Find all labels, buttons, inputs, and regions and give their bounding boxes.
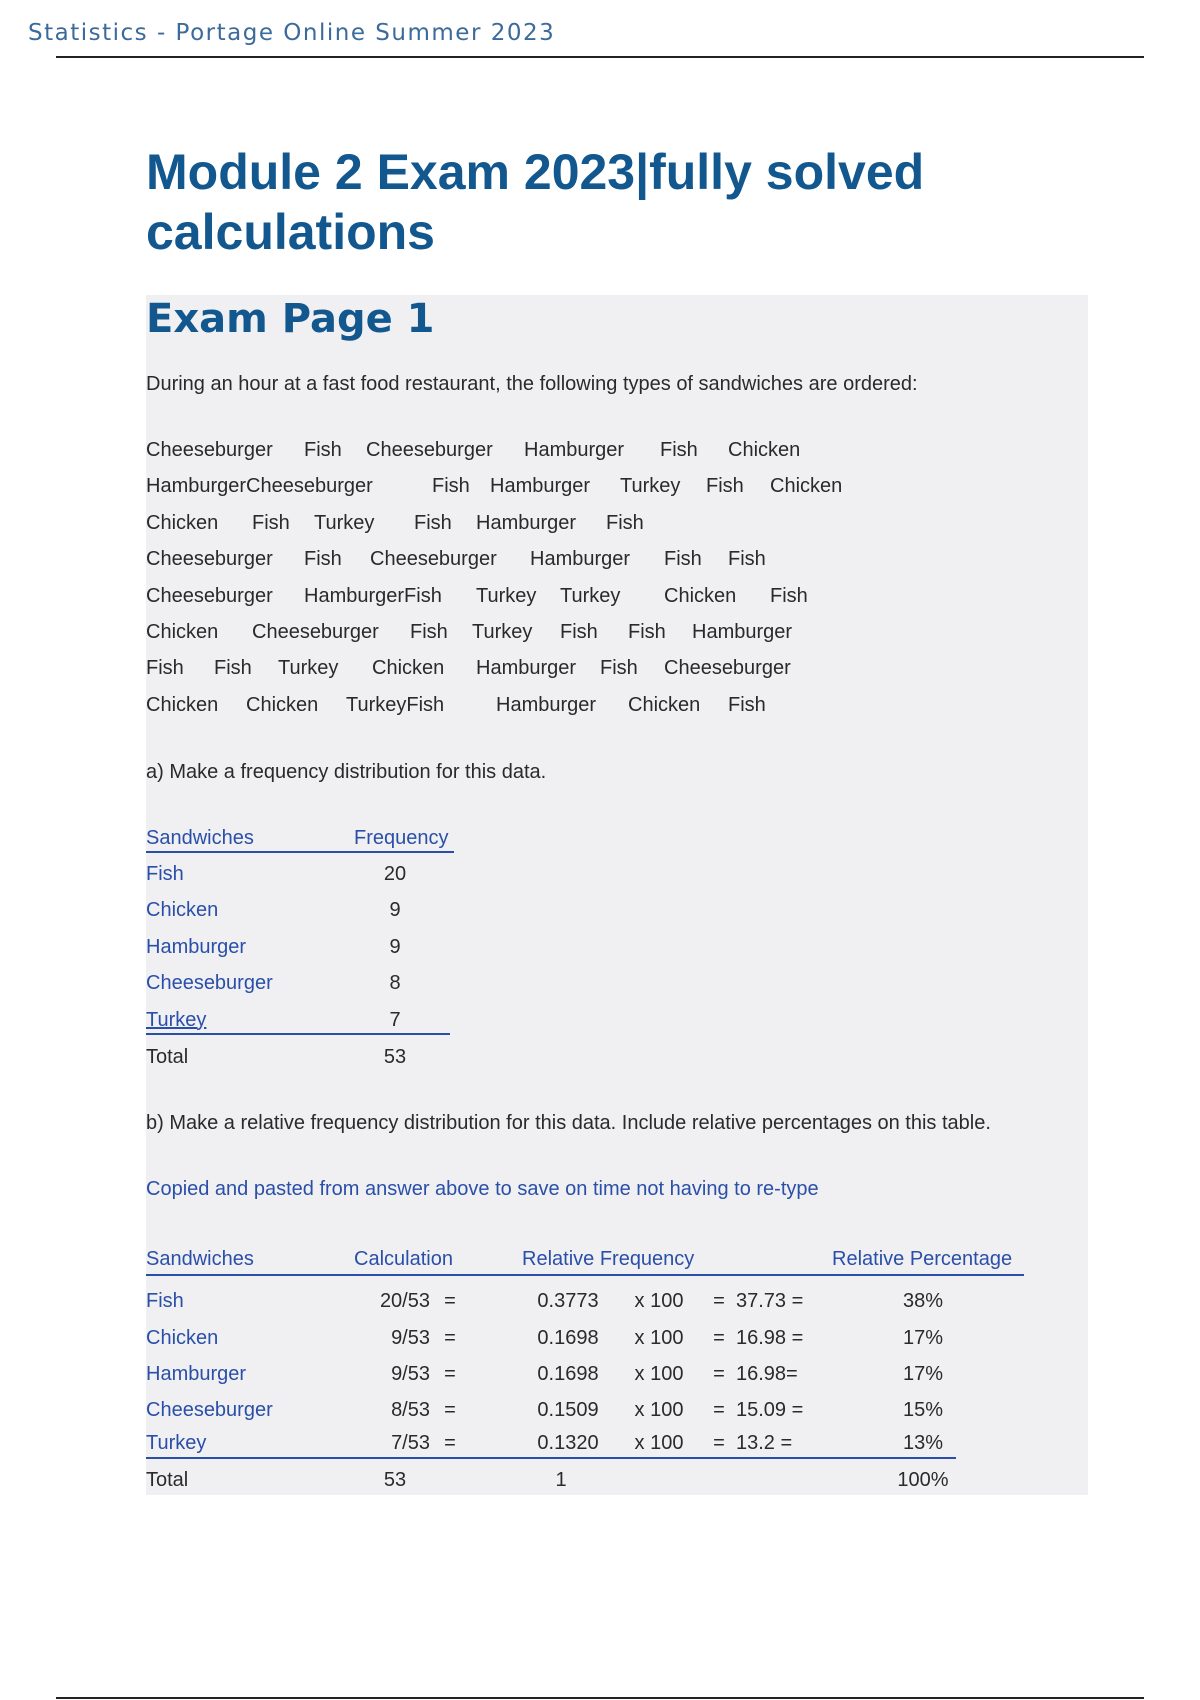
rel-header-rule bbox=[146, 1274, 1024, 1276]
rel-row-equals-2: = bbox=[713, 1290, 725, 1312]
rel-total-count: 53 bbox=[383, 1469, 407, 1491]
rel-row-calculation: 9/53 bbox=[391, 1327, 430, 1349]
order-item: Turkey bbox=[278, 657, 339, 680]
rel-row-equals: = bbox=[444, 1399, 456, 1421]
order-item: Turkey bbox=[314, 511, 375, 534]
freq-row-value: 20 bbox=[383, 863, 407, 885]
order-item: Fish bbox=[628, 621, 666, 643]
rel-row-label: Chicken bbox=[146, 1327, 219, 1349]
order-item: Cheeseburger bbox=[252, 621, 379, 643]
freq-row-label: Cheeseburger bbox=[146, 972, 273, 995]
freq-row-value: 9 bbox=[389, 935, 401, 958]
rel-total-percentage: 100% bbox=[897, 1469, 949, 1491]
rel-row-frequency: 0.1509 bbox=[537, 1399, 599, 1421]
rel-row-percent-calc: 37.73 = bbox=[736, 1290, 804, 1312]
rel-row-calculation: 9/53 bbox=[391, 1363, 430, 1385]
rel-row-calculation: 8/53 bbox=[391, 1399, 430, 1421]
order-item: Chicken bbox=[146, 693, 219, 716]
freq-row-value: 7 bbox=[389, 1008, 401, 1031]
order-item: Chicken bbox=[664, 584, 737, 607]
order-item: Chicken bbox=[628, 693, 701, 716]
intro-text: During an hour at a fast food restaurant, the following types of sandwiches are ordered: bbox=[146, 373, 918, 395]
order-item: Cheeseburger bbox=[366, 439, 493, 461]
rel-header-relative-frequency: Relative Frequency bbox=[522, 1248, 695, 1270]
rel-row-times: x 100 bbox=[634, 1363, 684, 1385]
order-item: Turkey bbox=[620, 475, 681, 498]
rel-row-label: Cheeseburger bbox=[146, 1399, 273, 1421]
order-item: Chicken bbox=[770, 475, 843, 498]
rel-total-rule bbox=[146, 1457, 956, 1459]
order-item: Chicken bbox=[146, 511, 219, 534]
order-item: Hamburger bbox=[476, 511, 577, 534]
order-item: Fish bbox=[304, 439, 342, 461]
rel-row-frequency: 0.1698 bbox=[537, 1327, 599, 1349]
rel-header-relative-percentage: Relative Percentage bbox=[832, 1248, 1013, 1270]
order-item: Fish bbox=[560, 621, 598, 643]
order-item: Fish bbox=[728, 693, 766, 716]
rel-row-equals: = bbox=[444, 1290, 456, 1312]
order-item: Fish bbox=[660, 439, 698, 461]
rel-row-frequency: 0.1698 bbox=[537, 1363, 599, 1385]
order-item: Hamburger bbox=[490, 475, 591, 498]
order-item: Fish bbox=[664, 548, 702, 571]
order-item: HamburgerCheeseburger bbox=[146, 475, 373, 498]
rel-row-calculation: 7/53 bbox=[391, 1432, 430, 1454]
freq-row-value: 9 bbox=[389, 899, 401, 922]
rel-row-frequency: 0.1320 bbox=[537, 1432, 599, 1454]
rel-total-frequency: 1 bbox=[555, 1469, 567, 1491]
order-item: Cheeseburger bbox=[146, 548, 273, 571]
order-item: Fish bbox=[410, 621, 448, 643]
rel-row-equals-2: = bbox=[713, 1399, 725, 1421]
rel-row-equals: = bbox=[444, 1432, 456, 1454]
copy-note: Copied and pasted from answer above to save on time not having to re-type bbox=[146, 1178, 819, 1200]
order-item: HamburgerFish bbox=[304, 584, 442, 607]
freq-total-rule bbox=[146, 1033, 450, 1035]
rel-total-label: Total bbox=[146, 1469, 189, 1491]
freq-total-label: Total bbox=[146, 1046, 189, 1068]
order-item: Chicken bbox=[372, 657, 445, 680]
rel-row-label: Fish bbox=[146, 1290, 184, 1312]
order-item: Fish bbox=[414, 511, 452, 534]
rel-row-percentage: 17% bbox=[902, 1363, 944, 1385]
order-item: Hamburger bbox=[692, 621, 793, 643]
order-item: Fish bbox=[606, 511, 644, 534]
order-item: Fish bbox=[770, 584, 808, 607]
rel-row-label: Turkey bbox=[146, 1432, 207, 1454]
order-item: Hamburger bbox=[530, 548, 631, 571]
freq-row-value: 8 bbox=[389, 972, 401, 995]
order-item: Cheeseburger bbox=[664, 657, 791, 680]
header-divider bbox=[56, 56, 1144, 58]
order-item: Turkey bbox=[476, 584, 537, 607]
footer-divider bbox=[56, 1697, 1144, 1699]
order-item: Fish bbox=[146, 657, 184, 680]
order-item: Cheeseburger bbox=[146, 439, 273, 461]
freq-header-rule bbox=[146, 851, 454, 853]
section-title: Exam Page 1 bbox=[146, 296, 435, 342]
freq-total-value: 53 bbox=[383, 1046, 407, 1068]
rel-row-percent-calc: 16.98= bbox=[736, 1363, 798, 1385]
rel-row-percentage: 38% bbox=[902, 1290, 944, 1312]
freq-row-label: Fish bbox=[146, 863, 184, 885]
order-item: Fish bbox=[706, 475, 744, 498]
order-item: Fish bbox=[214, 657, 252, 680]
question-b: b) Make a relative frequency distribution for this data. Include relative percentages on this table. bbox=[146, 1112, 991, 1134]
order-item: Turkey bbox=[560, 584, 621, 607]
rel-header-sandwiches: Sandwiches bbox=[146, 1248, 254, 1270]
order-item: Fish bbox=[600, 657, 638, 680]
order-item: Hamburger bbox=[524, 439, 625, 461]
rel-row-equals-2: = bbox=[713, 1327, 725, 1349]
rel-row-times: x 100 bbox=[634, 1290, 684, 1312]
rel-row-equals-2: = bbox=[713, 1432, 725, 1454]
freq-header-sandwiches: Sandwiches bbox=[146, 827, 254, 849]
rel-row-times: x 100 bbox=[634, 1327, 684, 1349]
freq-header-frequency: Frequency bbox=[354, 827, 449, 849]
rel-row-times: x 100 bbox=[634, 1432, 684, 1454]
rel-row-frequency: 0.3773 bbox=[537, 1290, 599, 1312]
order-item: Chicken bbox=[246, 693, 319, 716]
rel-row-equals-2: = bbox=[713, 1363, 725, 1385]
rel-header-calculation: Calculation bbox=[354, 1248, 453, 1270]
question-a: a) Make a frequency distribution for this data. bbox=[146, 761, 547, 783]
order-item: Cheeseburger bbox=[146, 584, 273, 607]
order-item: Fish bbox=[728, 548, 766, 571]
order-item: Fish bbox=[304, 548, 342, 571]
rel-row-percent-calc: 13.2 = bbox=[736, 1432, 793, 1454]
rel-row-equals: = bbox=[444, 1363, 456, 1385]
order-item: TurkeyFish bbox=[346, 693, 445, 716]
order-item: Hamburger bbox=[496, 693, 597, 716]
order-item: Fish bbox=[252, 511, 290, 534]
document-title: Module 2 Exam 2023|fully solved calculations bbox=[146, 144, 925, 260]
order-item: Hamburger bbox=[476, 657, 577, 680]
order-item: Turkey bbox=[472, 621, 533, 643]
rel-row-percent-calc: 15.09 = bbox=[736, 1399, 804, 1421]
order-item: Fish bbox=[432, 475, 470, 498]
rel-row-calculation: 20/53 bbox=[379, 1290, 430, 1312]
freq-row-label: Chicken bbox=[146, 899, 219, 922]
order-item: Cheeseburger bbox=[370, 548, 497, 571]
freq-row-label: Turkey bbox=[146, 1008, 207, 1031]
rel-row-label: Hamburger bbox=[146, 1363, 247, 1385]
rel-row-percentage: 13% bbox=[902, 1432, 944, 1454]
rel-row-percentage: 15% bbox=[902, 1399, 944, 1421]
rel-row-percent-calc: 16.98 = bbox=[736, 1327, 804, 1349]
rel-row-equals: = bbox=[444, 1327, 456, 1349]
rel-row-times: x 100 bbox=[634, 1399, 684, 1421]
order-item: Chicken bbox=[146, 621, 219, 643]
freq-row-label: Hamburger bbox=[146, 935, 247, 958]
rel-row-percentage: 17% bbox=[902, 1327, 944, 1349]
running-header: Statistics - Portage Online Summer 2023 bbox=[28, 20, 556, 46]
order-item: Chicken bbox=[728, 439, 801, 461]
